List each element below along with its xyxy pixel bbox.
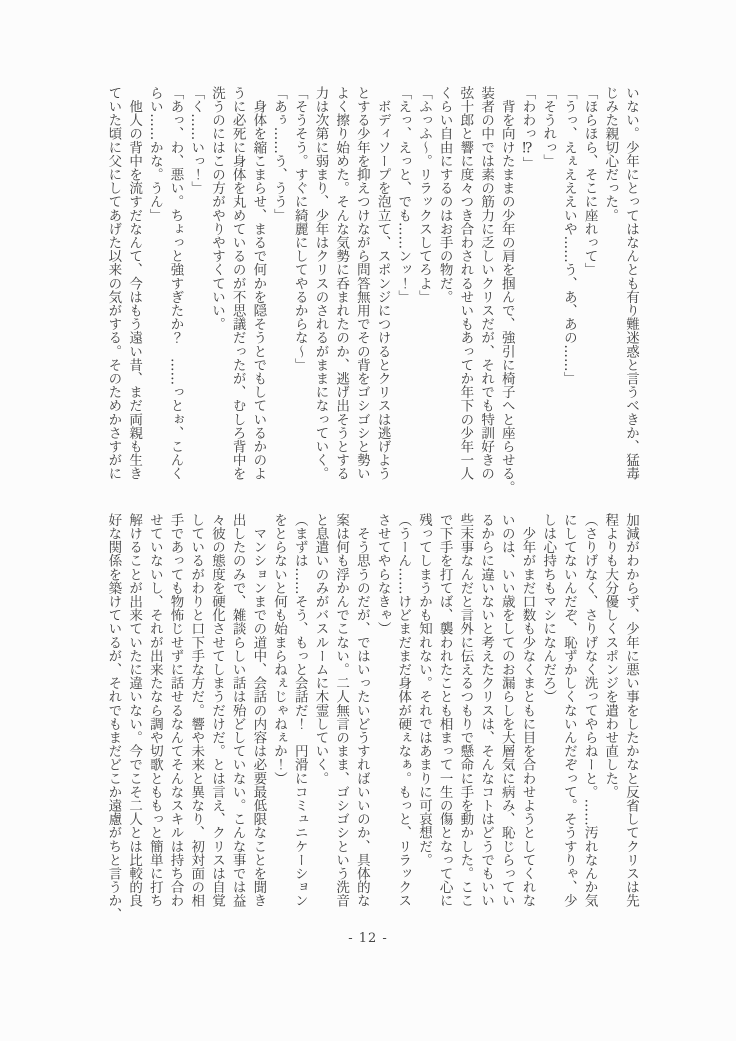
text-column: 「あっ、わ、悪い。ちょっと強すぎたか？ ……っとぉ、こんく (167, 86, 184, 481)
text-column: 力は次第に弱まり、少年はクリスのされるがままになっていく。 (312, 86, 329, 481)
text-column: しているがわりと口下手な方だ。響や未来と異なり、初対面の相 (188, 513, 205, 908)
text-column: らい……かな。うん」 (146, 86, 163, 222)
text-column: 々彼の態度を硬化させてしまうだけだ。とは言え、クリスは自覚 (208, 513, 225, 908)
text-column: 残ってしまうかも知れない。それではあまりに可哀想だ。 (415, 513, 432, 867)
text-column: 弦十郎と響に度々つき合わされるせいもあってか年下の少年一人 (457, 86, 474, 481)
text-column: ていた頃に父にしてあげた以来の気がする。そのためかさすがに (105, 86, 122, 481)
text-block-bottom (101, 513, 641, 933)
text-column: 「そうれっ」 (540, 86, 557, 168)
text-column: させてやらなきゃ） (374, 513, 391, 636)
text-column: 出したのみで、雑談らしい話は殆どしていない。こんな事では益 (229, 513, 246, 908)
text-column: にしてないんだぞ、恥ずかしくないんだぞって。そうすりゃ、少 (560, 513, 577, 908)
text-column: 解けることが出来ていたに違いない。今でこそ二人とは比較的良 (126, 513, 143, 908)
text-column: とする少年を抑えつけながら問答無用でその背をゴシゴシと勢い (353, 86, 370, 481)
text-column: くらい自由にするのはお手の物だ。 (436, 86, 453, 304)
text-column: マンションまでの道中、会話の内容は必要最低限なことを聞き (250, 513, 267, 908)
text-column: 「えっ、えっと、でも……ンッ！」 (395, 86, 412, 304)
text-column: 身体を縮こまらせ、まるで何かを隠そうとでもしているかのよ (250, 86, 267, 481)
text-column: るからに違いないと考えたクリスは、そんなコトはどうでもいい (478, 513, 495, 908)
text-column: じみた親切心だった。 (602, 86, 619, 222)
text-column: 少年がまだ口数も少なくまともに目を合わせようとしてくれな (519, 513, 536, 908)
text-column: 背を向けたままの少年の肩を掴んで、強引に椅子へと座らせる。 (498, 86, 515, 494)
text-column: うに必死に身体を丸めているのが不思議だったが、むしろ背中を (229, 86, 246, 481)
text-column: 加減がわからず、少年に悪い事をしたかなと反省してクリスは先 (623, 513, 639, 908)
text-column: 程よりも大分優しくスポンジを遣わせ直した。 (602, 513, 619, 799)
text-column: 手であっても物怖じせずに話せるなんてそんなスキルは持ち合わ (167, 513, 184, 908)
text-column: 他人の背中を流すだなんて、今はもう遠い昔、まだ両親も生き (126, 86, 143, 481)
text-column: 「そうそう。すぐに綺麗にしてやるからな〜」 (291, 86, 308, 372)
text-column: 「あぅ……う、うう」 (271, 86, 288, 222)
text-column: よく擦り始めた。そんな気勢に呑まれたのか、逃げ出そうとする (333, 86, 350, 481)
text-column: （さりげなく、さりげなく洗ってやらねーと。……汚れなんか気 (581, 513, 598, 908)
page-number: - 12 - (348, 931, 388, 946)
text-column: せていないし、それが出来たなら調や切歌とももっと簡単に打ち (146, 513, 163, 908)
text-column: 「わわっ⁉」 (519, 86, 536, 171)
text-column: ボディソープを泡立て、スポンジにつけるとクリスは逃げよう (374, 86, 391, 481)
text-column: 装者の中では素の筋力に乏しいクリスだが、それでも特訓好きの (478, 86, 495, 481)
text-column: （うーん……けどまだまだ身体が硬ぇなぁ。もっと、リラックス (395, 513, 412, 908)
text-block-top (101, 86, 641, 498)
text-column: 洗うのにはこの方がやりやすくていい。 (208, 86, 225, 331)
text-column: いのは、いい歳をしてのお漏らしを大層気に病み、恥じらってい (498, 513, 515, 908)
text-column: 些末事なんだと言外に伝えるつもりで懸命に手を動かした。ここ (457, 513, 474, 908)
text-column: と息遣いのみがバスルームに木霊していく。 (312, 513, 329, 785)
text-column: で下手を打てば、襲われたことも相まって一生の傷となって心に (436, 513, 453, 908)
text-column: をとらないと何も始まらねぇじゃねぇか！） (271, 513, 288, 785)
text-column: 案は何も浮かんでこない。二人無言のまま、ゴシゴシという洗音 (333, 513, 350, 908)
text-column: いない。少年にとってはなんとも有り難迷惑と言うべきか、猛毒 (623, 86, 639, 481)
text-column: 「うっ、えぇえええいや……う、あ、あの……」 (560, 86, 577, 386)
text-column: 「ほらほら、そこに座れって」 (581, 86, 598, 277)
text-column: 「ふっふ〜。リラックスしてろよ」 (415, 86, 432, 304)
text-column: 「く……いっ！」 (188, 86, 205, 195)
text-column: （まずは……そう、もっと会話だ！ 円滑にコミュニケーション (291, 513, 308, 908)
text-column: そう思うのだが、ではいったいどうすればいいのか、具体的な (353, 513, 370, 908)
text-column: しは心持ちもマシになんだろ） (540, 513, 557, 704)
text-column: 好な関係を築けているが、それでもまだどこか遠慮がちと言うか、 (105, 513, 122, 921)
